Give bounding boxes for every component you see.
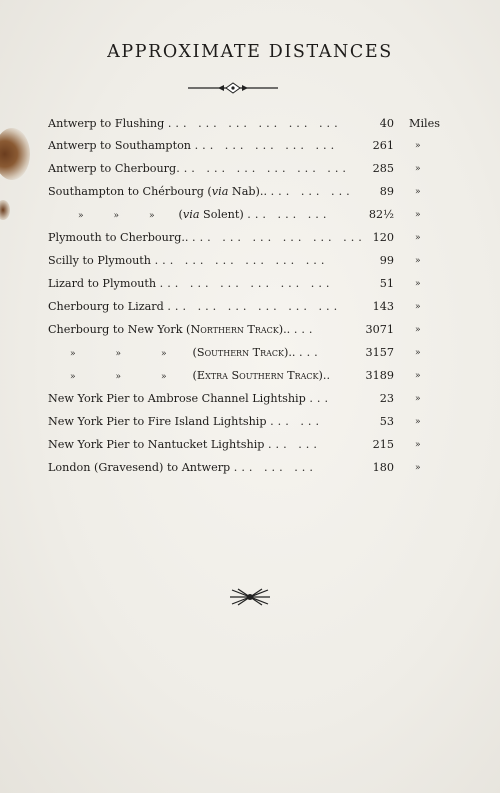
row-value: 99 — [379, 254, 394, 267]
row-unit: » — [415, 463, 421, 473]
row-label: Southampton to Chérbourg (via Nab).. ... ... ... — [48, 185, 354, 198]
row-label: Cherbourg to New York (Northern Track).. ... — [48, 323, 317, 336]
row-unit: » — [415, 440, 421, 450]
row-value: 285 — [372, 162, 394, 175]
table-row — [0, 158, 500, 180]
row-value: 3071 — [365, 323, 394, 336]
table-row — [0, 434, 500, 456]
row-unit: » — [415, 233, 421, 243]
row-value: 23 — [379, 392, 394, 405]
row-unit: » — [415, 302, 421, 312]
row-unit: » — [415, 371, 421, 381]
row-value: 82½ — [368, 208, 394, 221]
row-unit: » — [415, 279, 421, 289]
page-title: APPROXIMATE DISTANCES — [107, 42, 393, 62]
row-value: 89 — [379, 185, 394, 198]
table-row — [0, 388, 500, 410]
table-row — [0, 273, 500, 295]
row-value: 3189 — [365, 369, 394, 382]
row-label: » » » (Extra Southern Track).. — [70, 369, 331, 382]
row-unit: Miles — [409, 117, 440, 130]
row-label: Cherbourg to Lizard ... ... ... ... ... ... — [48, 300, 342, 313]
row-value: 120 — [372, 231, 394, 244]
ornament-rule-icon — [188, 82, 278, 94]
table-row — [0, 227, 500, 249]
row-value: 261 — [372, 139, 394, 152]
row-label: New York Pier to Nantucket Lightship ... ... — [48, 438, 321, 451]
row-unit: » — [415, 256, 421, 266]
table-row — [0, 365, 500, 387]
row-value: 40 — [379, 117, 394, 130]
row-unit: » — [415, 417, 421, 427]
row-label: Antwerp to Flushing ... ... ... ... ... ... — [48, 117, 342, 130]
row-unit: » — [415, 141, 421, 151]
row-value: 51 — [379, 277, 394, 290]
table-row — [0, 204, 500, 226]
row-unit: » — [415, 210, 421, 220]
table-row — [0, 250, 500, 272]
row-label: » » » (via Solent) ... ... ... — [78, 208, 331, 221]
table-row — [0, 135, 500, 157]
row-label: New York Pier to Ambrose Channel Lightship ... — [48, 392, 333, 405]
row-label: Scilly to Plymouth ... ... ... ... ... ... — [48, 254, 329, 267]
row-label: Plymouth to Cherbourg.. ... ... ... ... ... ... — [48, 231, 366, 244]
row-label: Lizard to Plymouth ... ... ... ... ... ... — [48, 277, 334, 290]
table-row — [0, 319, 500, 341]
row-value: 53 — [379, 415, 394, 428]
row-value: 215 — [372, 438, 394, 451]
row-unit: » — [415, 325, 421, 335]
table-row — [0, 296, 500, 318]
table-row — [0, 181, 500, 203]
row-unit: » — [415, 348, 421, 358]
table-row — [0, 457, 500, 479]
row-label: Antwerp to Cherbourg... ... ... ... ... ... — [48, 162, 350, 175]
row-label: London (Gravesend) to Antwerp ... ... ... — [48, 461, 317, 474]
row-unit: » — [415, 164, 421, 174]
table-row — [0, 113, 500, 135]
row-label: » » » (Southern Track).. ... — [70, 346, 322, 359]
table-row — [0, 342, 500, 364]
row-unit: » — [415, 394, 421, 404]
row-label: New York Pier to Fire Island Lightship ... ... — [48, 415, 324, 428]
row-value: 143 — [372, 300, 394, 313]
row-value: 180 — [372, 461, 394, 474]
table-row — [0, 411, 500, 433]
row-label: Antwerp to Southampton ... ... ... ... ... — [48, 139, 339, 152]
row-unit: » — [415, 187, 421, 197]
ornament-flourish-icon — [228, 588, 272, 606]
row-value: 3157 — [365, 346, 394, 359]
